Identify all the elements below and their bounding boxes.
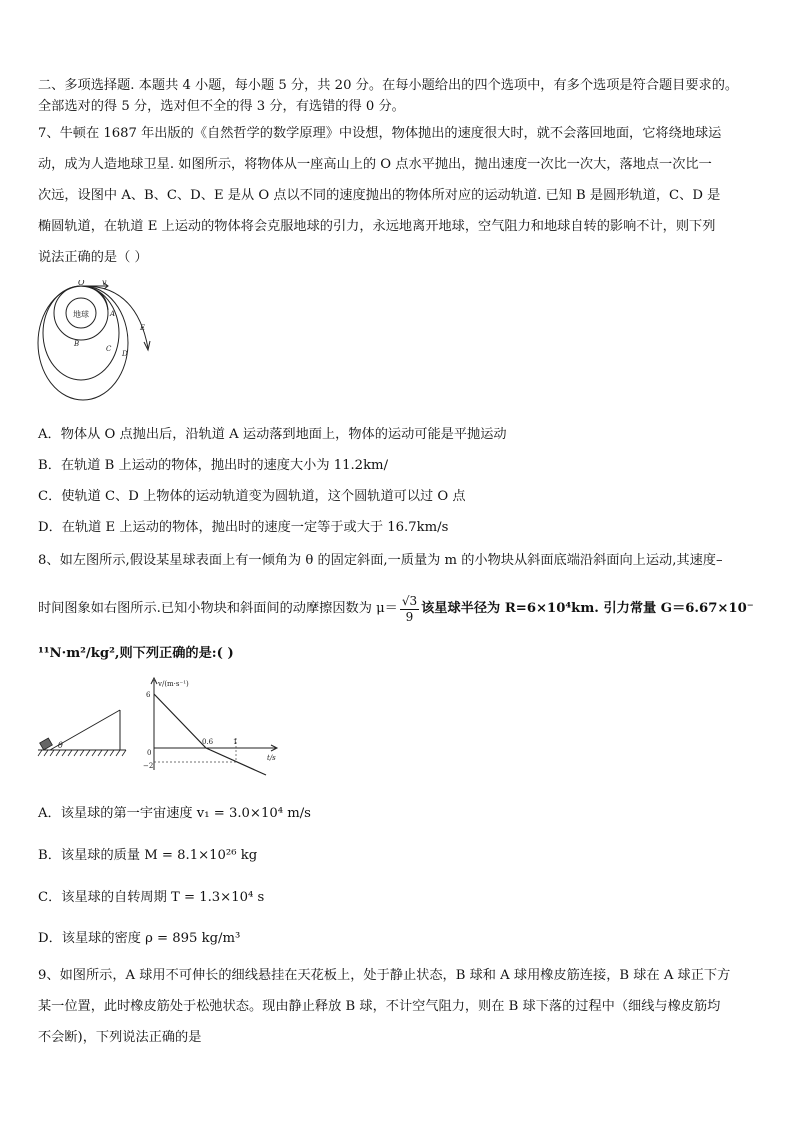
section-heading-line-1: 二、多项选择题. 本题共 4 小题，每小题 5 分，共 20 分。在每小题给出的四个选项中，有多个选项是符合题目要求的。: [38, 78, 739, 93]
q8-option-b: B．该星球的质量 M = 8.1×10²⁶ kg: [38, 848, 258, 863]
velocity-line: [154, 694, 266, 775]
q8-vt-graph: [140, 676, 282, 776]
q7-text-line-2: 动，成为人造地球卫星. 如图所示，将物体从一座高山上的 O 点水平抛出，抛出速度一次比一次大，落地点一次比一: [38, 157, 712, 172]
q8-text-line-3: ¹¹N·m²/kg²,则下列正确的是:( ): [38, 646, 234, 661]
q7-text-line-5: 说法正确的是（ ）: [38, 250, 148, 265]
q9-text-line-3: 不会断)，下列说法正确的是: [38, 1030, 202, 1045]
small-block: [40, 738, 53, 750]
q7-text-line-1: 7、牛顿在 1687 年出版的《自然哲学的数学原理》中设想，物体抛出的速度很大时，就不会落回地面，它将绕地球运: [38, 126, 722, 141]
orbit-e-label: E: [140, 324, 146, 332]
orbit-c: [43, 286, 119, 380]
q7-orbit-figure: [36, 280, 156, 412]
point-o-label: O: [78, 280, 85, 287]
tick-neg2: −2: [143, 762, 154, 770]
q9-text-line-1: 9、如图所示，A 球用不可伸长的细线悬挂在天花板上，处于静止状态，B 球和 A 球用橡皮筋连接，B 球在 A 球正下方: [38, 968, 731, 983]
q7-option-b: B．在轨道 B 上运动的物体，抛出时的速度大小为 11.2km/: [38, 458, 389, 473]
orbit-c-label: C: [106, 345, 112, 353]
q7-option-c: C．使轨道 C、D 上物体的运动轨道变为圆轨道，这个圆轨道可以过 O 点: [38, 489, 466, 504]
q8-option-a: A．该星球的第一宇宙速度 v₁ = 3.0×10⁴ m/s: [38, 806, 311, 821]
orbit-b-label: B: [74, 340, 80, 348]
q8-line2-post: 该星球半径为 R=6×10⁴km. 引力常量 G＝6.67×10⁻: [421, 601, 754, 616]
tick-6: 6: [146, 691, 151, 699]
mu-fraction: [400, 593, 419, 624]
section-heading-line-2: 全部选对的得 5 分，选对但不全的得 3 分，有选错的得 0 分。: [38, 99, 405, 114]
tick-0-6: 0.6: [202, 738, 214, 746]
theta-label: θ: [58, 741, 63, 750]
mu-fraction-denominator: 9: [405, 610, 414, 624]
graph-ylabel: v/(m·s⁻¹): [158, 680, 189, 688]
earth-label: 地球: [73, 310, 89, 319]
q7-text-line-4: 椭圆轨道，在轨道 E 上运动的物体将会克服地球的引力，永远地离开地球，空气阻力和地球自转的影响不计，则下列: [38, 219, 716, 234]
mu-fraction-numerator: √3: [401, 594, 418, 608]
graph-xlabel: t/s: [267, 754, 276, 762]
q7-option-a: A．物体从 O 点抛出后，沿轨道 A 运动落到地面上，物体的运动可能是平抛运动: [38, 427, 507, 442]
q8-option-d: D．该星球的密度 ρ = 895 kg/m³: [38, 931, 241, 946]
q8-text-line-2: [38, 592, 754, 626]
orbit-d-label: D: [122, 350, 128, 358]
q7-text-line-3: 次远，设图中 A、B、C、D、E 是从 O 点以不同的速度抛出的物体所对应的运动轨道. 已知 B 是圆形轨道，C、D 是: [38, 188, 721, 203]
q8-option-c: C．该星球的自转周期 T = 1.3×10⁴ s: [38, 890, 265, 905]
tick-0: 0: [147, 749, 152, 757]
q8-line2-pre: 时间图象如右图所示.已知小物块和斜面间的动摩擦因数为 μ＝: [38, 601, 398, 616]
orbit-a-label: A: [110, 310, 116, 318]
velocity-label: v: [102, 280, 107, 287]
q8-text-line-1: 8、如左图所示,假设某星球表面上有一倾角为 θ 的固定斜面,一质量为 m 的小物块从斜面底端沿斜面向上运动,其速度–: [38, 553, 723, 568]
q7-option-d: D．在轨道 E 上运动的物体，抛出时的速度一定等于或大于 16.7km/s: [38, 520, 449, 535]
tick-1: 1: [233, 738, 238, 746]
q9-text-line-2: 某一位置，此时橡皮筋处于松弛状态。现由静止释放 B 球，不计空气阻力，则在 B 球下落的过程中（细线与橡皮筋均: [38, 999, 721, 1014]
ground-hatching: [38, 750, 126, 756]
q8-incline-figure: [36, 700, 132, 758]
